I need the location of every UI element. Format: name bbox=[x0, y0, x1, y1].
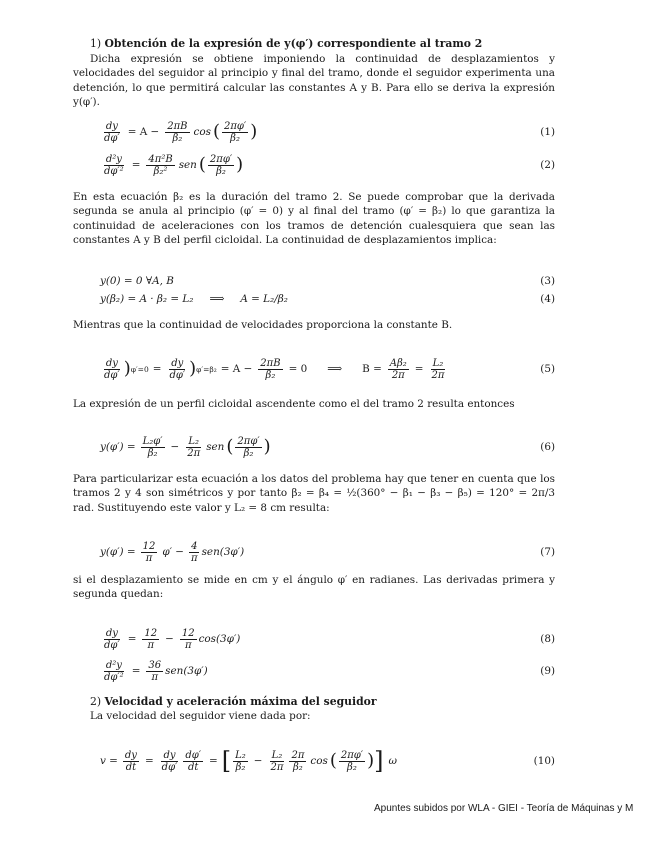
equation-6-number: (6) bbox=[540, 441, 555, 453]
paragraph-after-eq6: Para particularizar esta ecuación a los datos del problema hay que tener en cuenta que los tramos 2 y 4 son simétricos y por tanto β₂ = β₄ = ½(360° − β₁ − β₃ − β₅) = 120° = 2π/3 rad. Sustituyendo este valor y L₂ = 8 cm resulta: bbox=[73, 473, 555, 514]
section-2-title: Velocidad y aceleración máxima del seguidor bbox=[104, 695, 377, 708]
equation-2-number: (2) bbox=[540, 159, 555, 171]
equation-4-number: (4) bbox=[540, 293, 555, 305]
equation-5: $\frac{dy}{d\varphi'}$ ) φ′=0 = $\frac{dy}{d\varphi'}$ ) φ′=β₂ = A − $\frac{2\pi B}{\text{β₂}}$ = 0 ⟹ B = $\frac{\text{Aβ₂}}{2\pi}$ = $\frac{\text{L₂}}{2\pi}$ (5) bbox=[104, 357, 555, 381]
equation-9-number: (9) bbox=[540, 665, 555, 677]
equation-5-number: (5) bbox=[540, 363, 555, 375]
equation-7-number: (7) bbox=[540, 546, 555, 558]
paragraph-after-eq7: si el desplazamiento se mide en cm y el ángulo φ′ en radianes. Las derivadas primera y segunda quedan: bbox=[73, 574, 555, 601]
section-1-title: Obtención de la expresión de y(φ′) correspondiente al tramo 2 bbox=[104, 37, 483, 50]
footer-attribution: Apuntes subidos por WLA - GIEI - Teoría de Máquinas y M bbox=[374, 803, 634, 814]
paragraph-after-eq2: En esta ecuación β₂ es la duración del tramo 2. Se puede comprobar que la derivada segunda se anula al principio (φ′ = 0) y al final del tramo (φ′ = β₂) lo que garantiza la continuidad de aceleraciones con los tramos de detención cualesquiera que sean las constantes A y B del perfil cicloidal. La continuidad de desplazamientos implica: bbox=[73, 191, 555, 247]
equation-3-number: (3) bbox=[540, 275, 555, 287]
equation-8: $\frac{dy}{d\varphi'}$ = $\frac{12}{\pi}$ − $\frac{12}{\pi}$ cos(3φ′) (8) bbox=[104, 627, 555, 651]
section-1-heading bbox=[90, 37, 482, 50]
equation-6: y(φ′) = $\frac{\text{L₂φ′}}{\text{β₂}}$ − $\frac{\text{L₂}}{2\pi}$ sen ( $\frac{2\pi\varphi'}{\text{β₂}}$ ) (6) bbox=[100, 435, 555, 459]
equation-2: $\frac{\text{d²y}}{\text{dφ′²}}$ = $\frac{\text{4π²B}}{\text{β₂²}}$ sen ( $\frac{2\pi\varphi'}{\text{β₂}}$ ) (2) bbox=[104, 153, 555, 177]
paragraph-after-eq4: Mientras que la continuidad de velocidades proporciona la constante B. bbox=[73, 319, 453, 331]
equation-8-number: (8) bbox=[540, 633, 555, 645]
equation-9: $\frac{\text{d²y}}{\text{dφ′²}}$ = $\frac{36}{\pi}$ sen(3φ′) (9) bbox=[104, 659, 555, 683]
paragraph-after-eq5: La expresión de un perfil cicloidal ascendente como el del tramo 2 resulta entonces bbox=[73, 398, 515, 410]
equation-7: y(φ′) = $\frac{12}{\pi}$ φ′ − $\frac{4}{\pi}$ sen(3φ′) (7) bbox=[100, 540, 555, 564]
equation-10: v = $\frac{dy}{dt}$ = $\frac{dy}{d\varphi'}$ $\frac{d\varphi'}{dt}$ = [ $\frac{\text{L₂}}{\text{β₂}}$ − $\frac{\text{L₂}}{2\pi}$ $\frac{2\pi}{\text{β₂}}$ cos ( $\frac{2\pi\varphi'}{\text{β₂}}$ ) ] ω (10) bbox=[100, 747, 555, 775]
equation-1: $\frac{dy}{d\varphi'}$ = A − $\frac{2\pi B}{\text{β₂}}$ cos ( $\frac{2\pi\varphi'}{\text{β₂}}$ ) (1) bbox=[104, 120, 555, 144]
equation-4: y(β₂) = A · β₂ = L₂ ⟹ A = L₂/β₂ (4) bbox=[100, 293, 555, 305]
section-1-intro: Dicha expresión se obtiene imponiendo la continuidad de desplazamientos y velocidades del seguidor al principio y final del tramo, donde el seguidor experimenta una detención, lo que permitirá calcular las constantes A y B. Para ello se deriva la expresión y(φ′). bbox=[73, 53, 555, 109]
equation-3: y(0) = 0 ∀A, B (3) bbox=[100, 275, 555, 287]
section-1-number: 1) bbox=[90, 37, 102, 50]
section-2-heading bbox=[90, 695, 377, 708]
equation-10-number: (10) bbox=[533, 755, 555, 767]
section-2-number: 2) bbox=[90, 695, 102, 708]
section-2-intro: La velocidad del seguidor viene dada por: bbox=[90, 710, 311, 722]
equation-1-number: (1) bbox=[540, 126, 555, 138]
